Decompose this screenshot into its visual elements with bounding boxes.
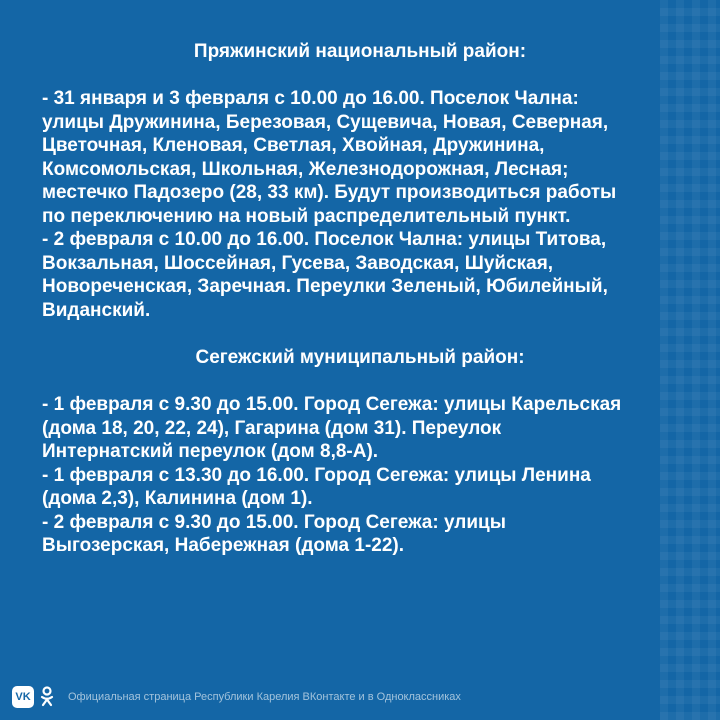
text-line: (дома 18, 20, 22, 24), Гагарина (дом 31). Переулок [42,417,502,439]
text-line: - 1 февраля с 9.30 до 15.00. Город Сегежа: улицы Карельская [42,394,622,415]
section-title-segezha: Сегежский муниципальный район: [195,347,525,368]
announcement-content [42,40,678,558]
text-line: - 2 февраля с 10.00 до 16.00. Поселок Чална: улицы Титова, [42,229,607,250]
text-line: Новореченская, Заречная. Переулки Зеленый, Юбилейный, [42,276,608,297]
text-line: Цветочная, Кленовая, Светлая, Хвойная, Дружинина, [42,135,545,156]
text-line: Виданский. [42,299,151,321]
text-line: по переключению на новый распределительный пункт. [42,205,571,227]
vk-icon[interactable]: VK [12,686,34,708]
text-line: улицы Дружинина, Березовая, Сущевича, Новая, Северная, [42,111,609,133]
text-line: (дома 2,3), Калинина (дом 1). [42,488,313,509]
text-line: - 2 февраля с 9.30 до 15.00. Город Сегежа: улицы [42,511,506,533]
text-line: Комсомольская, Школьная, Железнодорожная, Лесная; [42,158,569,180]
text-line: - 1 февраля с 13.30 до 16.00. Город Сегежа: улицы Ленина [42,464,591,486]
section-title-pryazha: Пряжинский национальный район: [193,41,527,62]
text-line: - 31 января и 3 февраля с 10.00 до 16.00. Поселок Чална: [42,88,579,109]
text-line: Вокзальная, Шоссейная, Гусева, Заводская, Шуйская, [42,252,554,274]
footer-caption: Официальная страница Республики Карелия ВКонтакте и в Одноклассниках [68,691,461,703]
text-line: местечко Падозеро (28, 33 км). Будут производиться работы [42,182,617,203]
odnoklassniki-icon[interactable] [40,686,54,708]
footer [12,686,461,708]
section-body-pryazha [42,87,678,322]
text-line: Интернатский переулок (дом 8,8-А). [42,441,379,462]
text-line: Выгозерская, Набережная (дома 1-22). [42,535,405,556]
section-body-segezha [42,393,678,558]
